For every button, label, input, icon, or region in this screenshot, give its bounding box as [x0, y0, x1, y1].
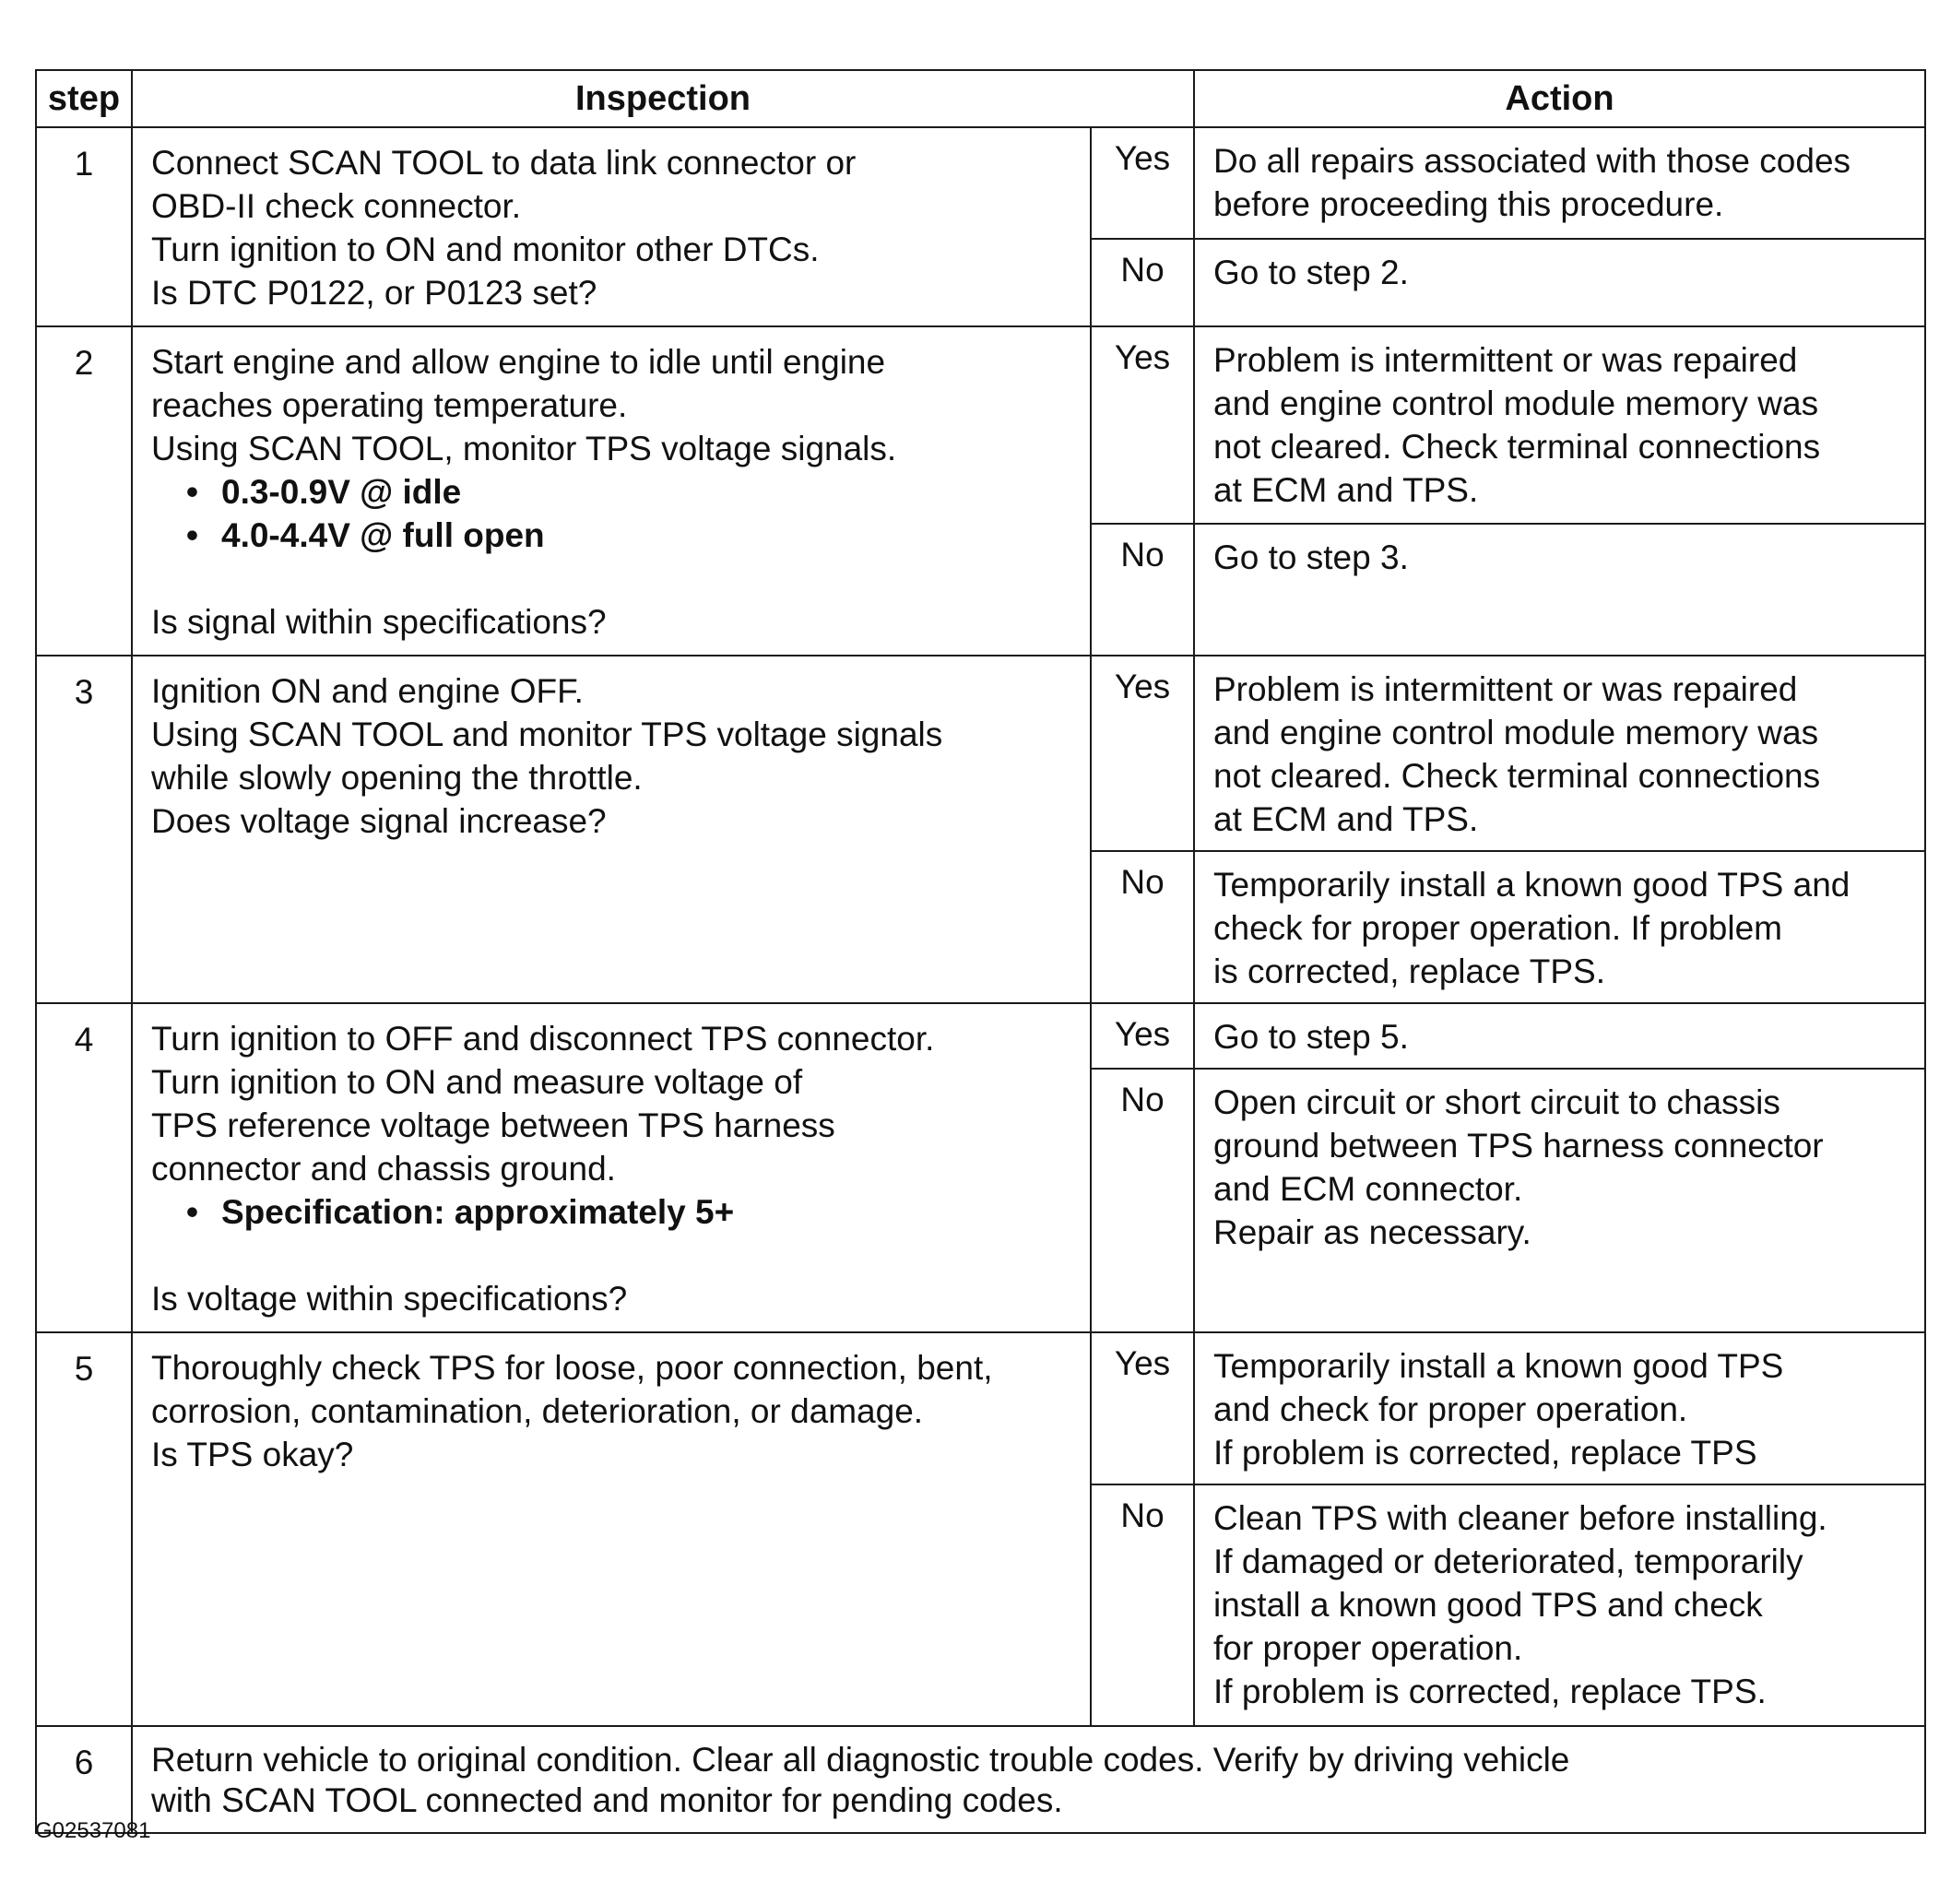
inspection-line: connector and chassis ground. — [151, 1150, 616, 1188]
action-line: ground between TPS harness connector — [1213, 1127, 1824, 1165]
inspection-line: Turn ignition to ON and measure voltage of — [151, 1063, 803, 1101]
yes-action — [1194, 656, 1925, 851]
action-line: and engine control module memory was — [1213, 714, 1819, 751]
step-number: 1 — [36, 127, 132, 326]
action-line: for proper operation. — [1213, 1629, 1523, 1667]
inspection-line: Start engine and allow engine to idle until engine — [151, 343, 886, 381]
action-line: Problem is intermittent or was repaired — [1213, 341, 1798, 379]
action-line: before proceeding this procedure. — [1213, 185, 1724, 223]
spec-bullet: • 4.0-4.4V @ full open — [151, 514, 1071, 557]
step-6-instructions — [132, 1726, 1925, 1833]
spec-bullet: • Specification: approximately 5+ — [151, 1190, 1071, 1234]
diagnostic-table — [35, 69, 1926, 1834]
figure-code: G02537081 — [35, 1818, 151, 1843]
yes-label: Yes — [1091, 326, 1194, 524]
step-number: 4 — [36, 1003, 132, 1332]
inspection-line: corrosion, contamination, deterioration, or damage. — [151, 1392, 924, 1430]
table-header-row — [36, 70, 1925, 127]
yes-label: Yes — [1091, 1003, 1194, 1069]
yes-label: Yes — [1091, 1332, 1194, 1484]
no-label: No — [1091, 851, 1194, 1003]
action-line: not cleared. Check terminal connections — [1213, 428, 1821, 466]
yes-label: Yes — [1091, 127, 1194, 239]
no-label: No — [1091, 524, 1194, 656]
action-line: If problem is corrected, replace TPS. — [1213, 1673, 1767, 1710]
step-2-inspection — [132, 326, 1091, 656]
action-line: Open circuit or short circuit to chassis — [1213, 1083, 1780, 1122]
action-line: is corrected, replace TPS. — [1213, 952, 1605, 990]
inspection-line: Turn ignition to ON and monitor other DTCs. — [151, 231, 820, 268]
yes-label: Yes — [1091, 656, 1194, 851]
step-1-yes-row — [36, 127, 1925, 239]
no-label: No — [1091, 1069, 1194, 1332]
step-5-inspection — [132, 1332, 1091, 1726]
action-line: at ECM and TPS. — [1213, 800, 1479, 838]
inspection-line: Is DTC P0122, or P0123 set? — [151, 274, 597, 312]
step-column-header: step — [36, 70, 132, 127]
yes-action — [1194, 1003, 1925, 1069]
step-5-yes-row — [36, 1332, 1925, 1484]
no-label: No — [1091, 239, 1194, 326]
action-line: Clean TPS with cleaner before installing. — [1213, 1499, 1827, 1537]
no-action — [1194, 524, 1925, 656]
diagnostic-procedure — [35, 69, 1924, 1834]
action-line: install a known good TPS and check — [1213, 1586, 1763, 1624]
action-line: Temporarily install a known good TPS and — [1213, 866, 1850, 904]
spec-bullet: • 0.3-0.9V @ idle — [151, 470, 1071, 514]
action-line: and ECM connector. — [1213, 1170, 1523, 1209]
inspection-line: TPS reference voltage between TPS harness — [151, 1106, 835, 1144]
action-line: If damaged or deteriorated, temporarily — [1213, 1543, 1803, 1580]
no-action — [1194, 1484, 1925, 1726]
step-3-inspection — [132, 656, 1091, 1003]
instruction-line: with SCAN TOOL connected and monitor for pending codes. — [151, 1781, 1063, 1819]
action-line: and check for proper operation. — [1213, 1390, 1688, 1428]
inspection-line: reaches operating temperature. — [151, 386, 628, 424]
inspection-line: while slowly opening the throttle. — [151, 759, 643, 797]
step-6-row — [36, 1726, 1925, 1833]
step-3-yes-row — [36, 656, 1925, 851]
action-line: check for proper operation. If problem — [1213, 909, 1782, 947]
inspection-line: Using SCAN TOOL, monitor TPS voltage signals. — [151, 430, 897, 467]
step-number: 2 — [36, 326, 132, 656]
step-1-inspection — [132, 127, 1091, 326]
inspection-line: Thoroughly check TPS for loose, poor connection, bent, — [151, 1349, 993, 1387]
action-column-header: Action — [1194, 70, 1925, 127]
action-line: at ECM and TPS. — [1213, 471, 1479, 509]
action-line: Problem is intermittent or was repaired — [1213, 670, 1798, 708]
yes-action — [1194, 127, 1925, 239]
inspection-line: Using SCAN TOOL and monitor TPS voltage signals — [151, 715, 943, 753]
action-line: Temporarily install a known good TPS — [1213, 1347, 1784, 1385]
action-line: If problem is corrected, replace TPS — [1213, 1434, 1757, 1472]
no-action — [1194, 851, 1925, 1003]
step-4-inspection — [132, 1003, 1091, 1332]
action-line: and engine control module memory was — [1213, 384, 1819, 422]
inspection-line: Turn ignition to OFF and disconnect TPS connector. — [151, 1020, 935, 1058]
step-4-yes-row — [36, 1003, 1925, 1069]
step-2-yes-row — [36, 326, 1925, 524]
no-action — [1194, 1069, 1925, 1332]
step-number: 6 — [36, 1726, 132, 1833]
step-number: 5 — [36, 1332, 132, 1726]
action-line: Go to step 3. — [1213, 538, 1409, 577]
action-line: Go to step 5. — [1213, 1018, 1409, 1056]
action-line: Repair as necessary. — [1213, 1213, 1531, 1252]
yes-action — [1194, 326, 1925, 524]
inspection-line: Connect SCAN TOOL to data link connector or — [151, 144, 857, 182]
no-action — [1194, 239, 1925, 326]
no-label: No — [1091, 1484, 1194, 1726]
inspection-line: Ignition ON and engine OFF. — [151, 672, 584, 710]
instruction-line: Return vehicle to original condition. Clear all diagnostic trouble codes. Verify by driving vehicle — [151, 1741, 1570, 1779]
inspection-question: Is voltage within specifications? — [151, 1280, 628, 1318]
inspection-question: Is signal within specifications? — [151, 603, 607, 641]
inspection-line: OBD-II check connector. — [151, 187, 522, 225]
action-line: Go to step 2. — [1213, 254, 1409, 292]
inspection-line: Does voltage signal increase? — [151, 802, 607, 840]
inspection-line: Is TPS okay? — [151, 1436, 354, 1473]
action-line: Do all repairs associated with those codes — [1213, 142, 1851, 180]
step-number: 3 — [36, 656, 132, 1003]
action-line: not cleared. Check terminal connections — [1213, 757, 1821, 795]
inspection-column-header: Inspection — [132, 70, 1194, 127]
yes-action — [1194, 1332, 1925, 1484]
